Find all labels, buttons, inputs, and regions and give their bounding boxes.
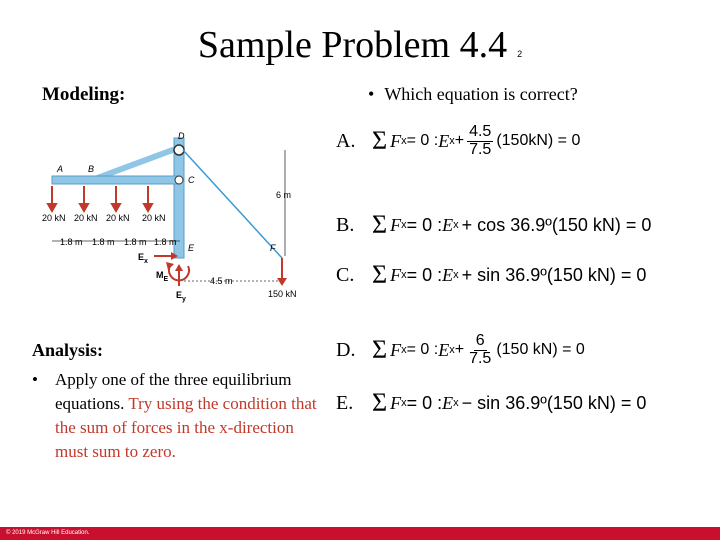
cable-df <box>183 150 282 258</box>
reaction-ex-label: $E_x$ <box>138 252 148 265</box>
option-e-equation: Σ F x = 0 : E x − sin 36.9º (150 kN) = 0 <box>372 388 647 417</box>
label-b: B <box>88 164 95 174</box>
structure-figure <box>30 128 330 303</box>
strut <box>92 148 178 180</box>
option-b[interactable] <box>336 212 651 238</box>
slide-number: 2 <box>517 49 523 59</box>
span-label-3: 1.8 m <box>124 237 147 247</box>
option-a-fraction: $\frac{4.5}{7.5}$ <box>469 123 492 158</box>
bullet: • <box>368 84 375 104</box>
analysis-heading: Analysis: <box>32 340 104 360</box>
option-a-equation: Σ F x = 0 : E x + $\frac{4.5}{7.5}$ (150kN) = 0 <box>372 123 581 158</box>
horizontal-beam <box>52 176 180 184</box>
page-title <box>0 22 720 77</box>
label-c: C <box>188 175 195 185</box>
span-label-2: 1.8 m <box>92 237 115 247</box>
option-b-equation: Σ F x = 0 : E x + cos 36.9º (150 kN) = 0 <box>372 210 652 239</box>
load-label-3: 20 kN <box>106 213 130 223</box>
title-text: Sample Problem 4.4 <box>197 24 508 66</box>
option-d-fraction: $\frac{6}{7.5}$ <box>469 332 492 367</box>
option-a-letter: A. <box>336 129 356 152</box>
analysis-text-hint: Try using the condition that the sum of forces in the x-direction must sum to zero. <box>55 394 317 461</box>
pin-c <box>175 176 183 184</box>
question-text: Which equation is correct? <box>384 84 578 104</box>
load-f-arrowhead <box>277 278 287 286</box>
option-d-letter: D. <box>336 338 356 361</box>
footer-bar <box>0 527 720 540</box>
analysis-text-plain: Apply one of the three equilibrium equations. <box>55 370 292 413</box>
modeling-label: Modeling: <box>42 84 126 105</box>
reaction-ey-label: $E_y$ <box>176 290 186 303</box>
span-label-4: 1.8 m <box>154 237 177 247</box>
span-label-1: 1.8 m <box>60 237 83 247</box>
option-d-equation: Σ F x = 0 : E x + $\frac{6}{7.5}$ (150 kN) = 0 <box>372 332 585 367</box>
option-c-equation: Σ F x = 0 : E x + sin 36.9º (150 kN) = 0 <box>372 260 647 289</box>
analysis-text <box>32 368 322 464</box>
moment-me-label: $M_E$ <box>156 270 169 283</box>
pin-d <box>174 145 184 155</box>
label-d: D <box>178 131 185 141</box>
analysis-bullet: • <box>32 370 38 389</box>
height-label: 6 m <box>276 190 292 200</box>
option-e-letter: E. <box>336 391 354 414</box>
option-d[interactable] <box>336 333 585 368</box>
horiz-label: 4.5 m <box>210 276 233 286</box>
load-f-label: 150 kN <box>268 289 297 299</box>
option-c[interactable] <box>336 262 646 288</box>
load-label-2: 20 kN <box>74 213 98 223</box>
distributed-load-arrows <box>48 186 152 211</box>
option-b-letter: B. <box>336 213 355 236</box>
load-label-1: 20 kN <box>42 213 66 223</box>
reaction-ey-arrowhead <box>175 264 183 271</box>
label-a: A <box>57 164 64 174</box>
option-a[interactable] <box>336 124 580 159</box>
copyright: © 2019 McGraw Hill Education. <box>6 530 90 536</box>
label-e: E <box>188 243 195 253</box>
question <box>368 84 578 105</box>
option-c-letter: C. <box>336 263 355 286</box>
label-f: F <box>270 243 276 253</box>
load-label-4: 20 kN <box>142 213 166 223</box>
option-e[interactable] <box>336 390 646 416</box>
